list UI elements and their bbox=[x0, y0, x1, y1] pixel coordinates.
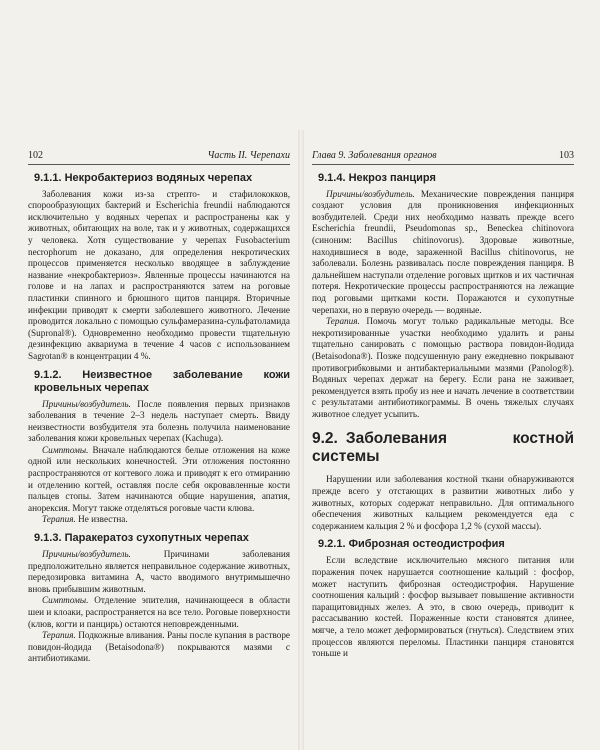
chapter-section-heading bbox=[312, 430, 574, 466]
paragraph: Нарушении или заболевания костной ткани обнаруживаются прежде всего у отстающих в развитии животных либо у животных, которых содержат неправильно. Для оптимального обеспечения животных кальцием рекомендуется еда с содержанием кальция 2 % и фосфора 1,2 % (сухой массы). bbox=[312, 474, 574, 531]
paragraph-label: Терапия. bbox=[42, 630, 76, 641]
section-heading: 9.1.1. Некробактериоз водяных черепах bbox=[34, 171, 253, 184]
paragraph-text: Причинами заболевания предположительно является неправильное содержание животных, передозировка витамина А, часто вводимого внутримышечно вновь прибывшим животным. bbox=[28, 549, 290, 594]
running-header bbox=[312, 150, 574, 165]
paragraph-text: Не известна. bbox=[75, 514, 128, 525]
paragraph bbox=[28, 549, 290, 595]
section-heading: 9.1.2. Неизвестное заболевание кожи кровельных черепах bbox=[34, 368, 290, 394]
paragraph-label: Симптомы. bbox=[42, 444, 89, 455]
heading-text: Заболевания костной системы bbox=[312, 430, 574, 466]
paragraph bbox=[312, 189, 574, 317]
paragraph bbox=[28, 630, 290, 665]
paragraph-text: Вначале наблюдаются белые отложения на коже одной или нескольких конечностей. Эти отложения постоянно распространяются от когтевого ложа и приводят к его отмиранию и отделению когтей, оставляя после себя окровавленные кости пальцев стопы. Затем начинаются общие нарушения, апатия, анорексия. Могут также отделяться роговые части клюва. bbox=[28, 444, 290, 513]
heading-number: 9.2. bbox=[312, 430, 338, 448]
paragraph-text: Отделение эпителия, начинающееся в области шеи и клоаки, распространяется на все тело. Роговые поверхности (клюв, когти и панцирь) остаются неповрежденными. bbox=[28, 595, 290, 629]
running-header bbox=[28, 150, 290, 165]
section-heading: 9.2.1. Фиброзная остеодистрофия bbox=[318, 538, 505, 551]
paragraph bbox=[28, 514, 290, 526]
section-heading: 9.1.4. Некроз панциря bbox=[318, 171, 436, 184]
page-number: 102 bbox=[28, 150, 43, 161]
paragraph-label: Терапия. bbox=[326, 316, 360, 327]
left-page bbox=[28, 150, 290, 740]
paragraph bbox=[28, 595, 290, 630]
paragraph-label: Причины/возбудитель. bbox=[42, 549, 131, 560]
paragraph: Если вследствие исключительно мясного питания или поражения почек нарушается соотношение кальций : фосфор, может наступить фиброзная остеодистрофия. Нарушение соотношения кальций : фосфор вызывает повышение активности паращитовидных желез. А это, в свою очередь, приводит к рассасыванию костей. Пораженные кости становятся длинее, мягче, а тело может деформироваться (гнуться). Следствием этих процессов являются переломы. Пластинки панциря становятся тоньше и bbox=[312, 555, 574, 659]
paragraph bbox=[28, 399, 290, 445]
running-head-title: Часть II. Черепахи bbox=[207, 150, 290, 161]
paragraph bbox=[28, 445, 290, 515]
paragraph-label: Симптомы. bbox=[42, 595, 89, 606]
paragraph-label: Терапия. bbox=[42, 514, 76, 525]
paragraph-text: Подкожные вливания. Раны после купания в растворе повидон-йодида (Betaisodona®) покрываются мазями с антибиотиками. bbox=[28, 630, 290, 664]
paragraph: Заболевания кожи из-за стрепто- и стафилококков, спорообразующих бактерий и Escherichia freundii наблюдаются исключительно у водяных черепах и распространены как у животных, обитающих на воле, так и у животных, содержащихся у человека. Хотя существование у черепах Fusobacterium necrophorum не доказано, для определения некротических процессов применяется несколько вводящее в заблуждение название «некробактериоз». Явленные процессы начинаются на голове и на лапах и распространяются затем на роговые пластинки спинного и брюшного щитов панциря. Вторичные инфекции приводят к смерти заболевшего животного. Лечение проводится локально с помощью сульфамеразина-сульфатоламида (Supronal®). Одновременно необходимо провести тщательную дезинфекцию аквариума в течение 4 часов с использованием Sagrotan® в концентрации 4 %. bbox=[28, 188, 290, 361]
right-page bbox=[312, 150, 574, 740]
paragraph-text: Механические повреждения панциря создают условия для проникновения инфекционных возбудителей. Среди них необходимо назвать прежде всего Escherichia freundii, Pseudomonas sp., Beneckea chitinovora (синоним: Bacillus chitinovorus). Здоровые животные, находившиеся в воде, зараженной Bacillus chitinovorus, не заболевали. Болезнь развивалась после повреждения панциря. В дальнейшем наступали отделение роговых щитков и их частичная потеря. Некротические процессы распространяются на лежащие под роговыми щитками кости. Поражаются и сухопутные черепахи, но в первую очередь — водяные. bbox=[312, 188, 574, 315]
page-number: 103 bbox=[559, 150, 574, 161]
paragraph bbox=[312, 316, 574, 420]
paragraph-label: Причины/возбудитель. bbox=[326, 188, 415, 199]
section-heading: 9.1.3. Паракератоз сухопутных черепах bbox=[34, 532, 249, 545]
paragraph-text: После появления первых признаков заболевания в течение 2–3 недель наступает смерть. Ввиду неизвестности возбудителя эта болезнь получила наименование заболевания кожи кровельных черепах (Kachuga). bbox=[28, 398, 290, 444]
paragraph-label: Причины/возбудитель. bbox=[42, 398, 131, 409]
running-head-title: Глава 9. Заболевания органов bbox=[312, 150, 437, 161]
paragraph-text: Помочь могут только радикальные методы. Все некротизированные участки необходимо удалить и раны тщательно санировать с помощью раствора повидон-йодида (Betaisodona®). Позже подсушенную рану ежедневно покрывают противогрибковыми и антибактериальными мазями (Panolog®). Водяных черепах держат на берегу. Если рана не заживает, рекомендуется взять пробу из нее и начать лечение в соответствии с результатами антибиотикограммы. В очень тяжелых случаях животное следует усыпить. bbox=[312, 316, 574, 419]
book-gutter bbox=[298, 130, 304, 750]
